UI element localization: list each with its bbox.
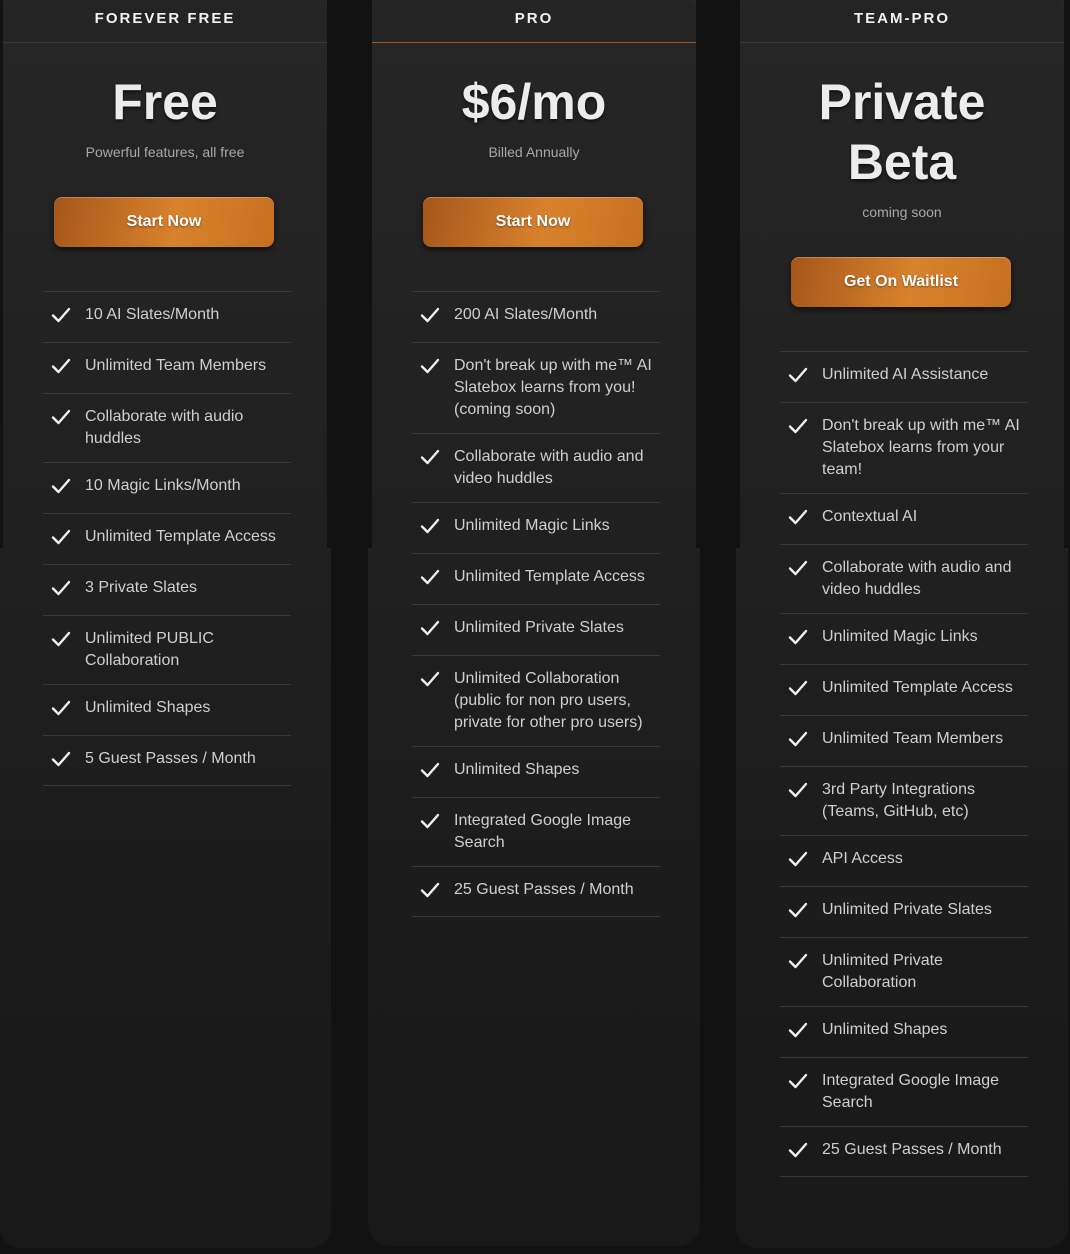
- feature-item: [412, 866, 660, 917]
- check-icon: [788, 729, 808, 749]
- feature-label: 200 AI Slates/Month: [454, 306, 598, 323]
- feature-item: [43, 615, 291, 684]
- feature-item: [780, 886, 1028, 937]
- feature-item: [43, 393, 291, 462]
- feature-label: Integrated Google Image Search: [454, 812, 632, 851]
- feature-list: [412, 291, 660, 917]
- check-icon: [420, 760, 440, 780]
- feature-item: [780, 835, 1028, 886]
- plan-header: PRO: [372, 0, 696, 43]
- feature-label: Unlimited Team Members: [822, 730, 1004, 747]
- feature-label: 10 AI Slates/Month: [85, 306, 220, 323]
- check-icon: [420, 618, 440, 638]
- plan-price: Free: [112, 74, 218, 130]
- plan-price-line-1: Private: [818, 74, 986, 130]
- feature-item: [780, 1126, 1028, 1177]
- feature-item: [43, 462, 291, 513]
- check-icon: [420, 669, 440, 689]
- feature-item: [412, 604, 660, 655]
- plan-header: TEAM-PRO: [740, 0, 1064, 43]
- plan-card-pro: [372, 0, 696, 1246]
- feature-label: Unlimited Shapes: [85, 699, 211, 716]
- feature-label: Unlimited Template Access: [85, 528, 276, 545]
- feature-label: API Access: [822, 850, 903, 867]
- check-icon: [788, 1020, 808, 1040]
- check-icon: [51, 407, 71, 427]
- check-icon: [788, 627, 808, 647]
- check-icon: [788, 678, 808, 698]
- feature-item: [412, 655, 660, 746]
- feature-label: 25 Guest Passes / Month: [822, 1141, 1002, 1158]
- check-icon: [788, 416, 808, 436]
- check-icon: [788, 558, 808, 578]
- start-now-button[interactable]: Start Now: [54, 197, 274, 247]
- check-icon: [51, 305, 71, 325]
- check-icon: [420, 811, 440, 831]
- check-icon: [420, 880, 440, 900]
- feature-label: Contextual AI: [822, 508, 918, 525]
- plan-header: FOREVER FREE: [3, 0, 327, 43]
- feature-label: Unlimited Collaboration (public for non pro users, private for other pro users): [454, 670, 643, 731]
- start-now-button[interactable]: Start Now: [423, 197, 643, 247]
- feature-item: [780, 766, 1028, 835]
- feature-label: 25 Guest Passes / Month: [454, 881, 634, 898]
- check-icon: [420, 356, 440, 376]
- feature-item: [780, 351, 1028, 402]
- feature-item: [780, 937, 1028, 1006]
- check-icon: [788, 1140, 808, 1160]
- plan-price-line-2: Beta: [847, 134, 957, 190]
- plan-price: $6/mo: [461, 74, 607, 130]
- feature-label: Unlimited Private Slates: [822, 901, 992, 918]
- feature-label: Don't break up with me™ AI Slatebox learns from your team!: [822, 417, 1020, 478]
- check-icon: [51, 698, 71, 718]
- plan-card-team-pro: [740, 0, 1064, 1248]
- check-icon: [51, 356, 71, 376]
- feature-label: Don't break up with me™ AI Slatebox learns from you! (coming soon): [454, 357, 652, 418]
- check-icon: [51, 476, 71, 496]
- check-icon: [51, 578, 71, 598]
- feature-label: Unlimited Shapes: [822, 1021, 948, 1038]
- feature-item: [412, 502, 660, 553]
- feature-label: Collaborate with audio and video huddles: [454, 448, 644, 487]
- feature-label: Unlimited Shapes: [454, 761, 580, 778]
- feature-item: [780, 402, 1028, 493]
- feature-item: [780, 715, 1028, 766]
- feature-label: Unlimited Team Members: [85, 357, 267, 374]
- feature-item: [780, 613, 1028, 664]
- feature-label: 5 Guest Passes / Month: [85, 750, 256, 767]
- feature-item: [780, 664, 1028, 715]
- check-icon: [420, 516, 440, 536]
- feature-label: Unlimited Private Collaboration: [822, 952, 943, 991]
- feature-label: Unlimited Magic Links: [454, 517, 610, 534]
- feature-item: [780, 1006, 1028, 1057]
- feature-item: [412, 746, 660, 797]
- check-icon: [788, 900, 808, 920]
- check-icon: [420, 447, 440, 467]
- feature-label: 3rd Party Integrations (Teams, GitHub, etc): [822, 781, 975, 820]
- feature-item: [43, 564, 291, 615]
- feature-item: [412, 797, 660, 866]
- plan-subtitle: Billed Annually: [488, 144, 580, 160]
- feature-item: [412, 553, 660, 604]
- feature-item: [43, 735, 291, 786]
- feature-label: Unlimited PUBLIC Collaboration: [85, 630, 214, 669]
- check-icon: [51, 527, 71, 547]
- feature-label: Unlimited Magic Links: [822, 628, 978, 645]
- check-icon: [788, 849, 808, 869]
- check-icon: [420, 305, 440, 325]
- plan-card-free: [3, 0, 327, 1248]
- check-icon: [788, 1071, 808, 1091]
- feature-item: [780, 544, 1028, 613]
- feature-item: [43, 342, 291, 393]
- check-icon: [420, 567, 440, 587]
- check-icon: [788, 780, 808, 800]
- check-icon: [51, 629, 71, 649]
- feature-label: Collaborate with audio huddles: [85, 408, 244, 447]
- feature-item: [43, 513, 291, 564]
- feature-item: [43, 291, 291, 342]
- feature-label: Unlimited Template Access: [454, 568, 645, 585]
- get-on-waitlist-button[interactable]: Get On Waitlist: [791, 257, 1011, 307]
- feature-list: [780, 351, 1028, 1177]
- feature-label: Collaborate with audio and video huddles: [822, 559, 1012, 598]
- feature-item: [780, 493, 1028, 544]
- check-icon: [788, 365, 808, 385]
- feature-item: [780, 1057, 1028, 1126]
- check-icon: [788, 951, 808, 971]
- feature-label: Unlimited AI Assistance: [822, 366, 989, 383]
- feature-label: 10 Magic Links/Month: [85, 477, 241, 494]
- feature-label: Unlimited Template Access: [822, 679, 1013, 696]
- check-icon: [788, 507, 808, 527]
- plan-subtitle: coming soon: [862, 204, 942, 220]
- feature-item: [412, 433, 660, 502]
- plan-subtitle: Powerful features, all free: [85, 144, 245, 160]
- feature-label: Unlimited Private Slates: [454, 619, 624, 636]
- feature-item: [412, 342, 660, 433]
- feature-label: Integrated Google Image Search: [822, 1072, 1000, 1111]
- feature-item: [412, 291, 660, 342]
- feature-item: [43, 684, 291, 735]
- feature-label: 3 Private Slates: [85, 579, 198, 596]
- check-icon: [51, 749, 71, 769]
- feature-list: [43, 291, 291, 786]
